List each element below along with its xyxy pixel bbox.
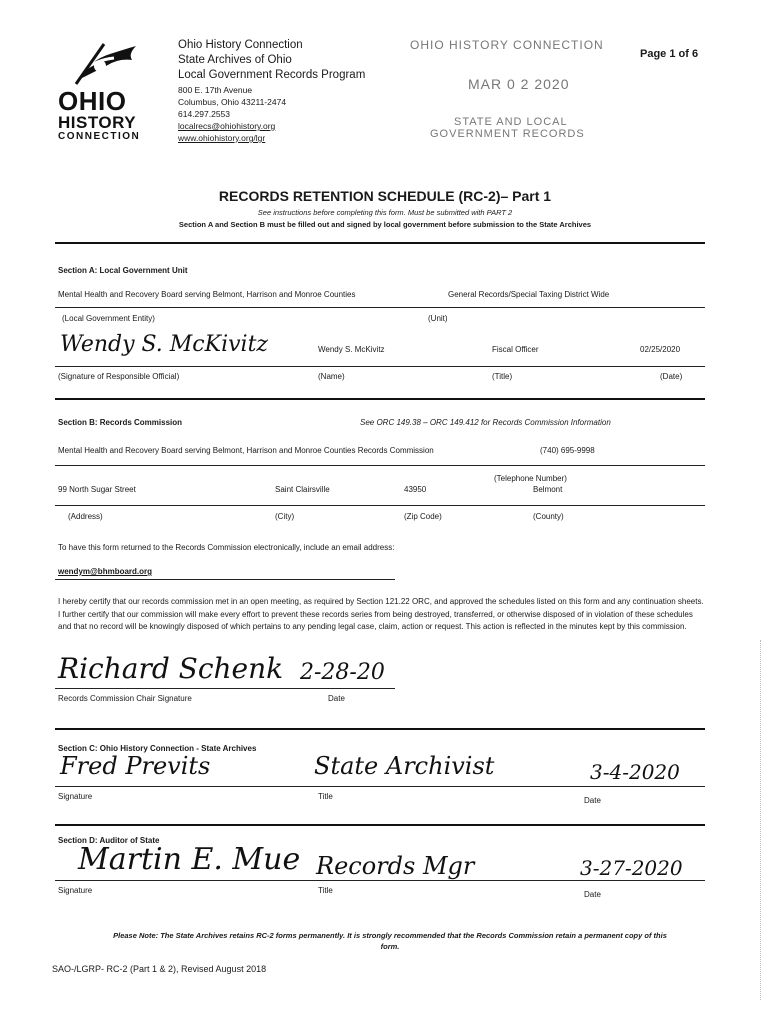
archives-signature-label: Signature	[58, 792, 93, 801]
org-line: State Archives of Ohio	[178, 54, 292, 66]
signature-label: (Signature of Responsible Official)	[58, 372, 180, 381]
name-label: (Name)	[318, 372, 345, 381]
address-line: 614.297.2553	[178, 109, 230, 119]
date-label: (Date)	[660, 372, 683, 381]
website-link[interactable]: www.ohiohistory.org/lgr	[178, 133, 266, 143]
ohio-history-logo	[58, 40, 163, 150]
auditor-date: 3-27-2020	[580, 856, 683, 880]
email-prompt: To have this form returned to the Records Commission electronically, include an email address:	[58, 543, 395, 552]
zip-label: (Zip Code)	[404, 512, 442, 521]
form-requirement: Section A and Section B must be filled out and signed by local government before submission to the State Archives	[178, 220, 592, 229]
chair-date-label: Date	[328, 694, 345, 703]
entity-value: Mental Health and Recovery Board serving Belmont, Harrison and Monroe Counties	[58, 290, 356, 299]
auditor-date-label: Date	[584, 890, 601, 899]
archives-signature: Fred Previts	[60, 752, 211, 780]
email-link[interactable]: localrecs@ohiohistory.org	[178, 121, 276, 131]
archives-date: 3-4-2020	[590, 760, 680, 784]
form-identifier: SAO-/LGRP- RC-2 (Part 1 & 2), Revised August 2018	[52, 964, 267, 974]
auditor-signature-label: Signature	[58, 886, 93, 895]
city-value: Saint Clairsville	[275, 485, 330, 494]
logo-word-history: HISTORY	[58, 113, 137, 132]
stamp-line: GOVERNMENT RECORDS	[430, 128, 585, 140]
title-label: (Title)	[492, 372, 513, 381]
official-name: Wendy S. McKivitz	[318, 345, 385, 354]
org-block	[178, 38, 398, 144]
responsible-official-signature: Wendy S. McKivitz	[60, 332, 269, 357]
official-date: 02/25/2020	[640, 345, 681, 354]
section-b-heading: Section B: Records Commission	[58, 418, 183, 427]
address-line: 800 E. 17th Avenue	[178, 85, 253, 95]
commission-email[interactable]: wendym@bhmboard.org	[58, 567, 153, 576]
phone-label: (Telephone Number)	[494, 474, 567, 483]
unit-value: General Records/Special Taxing District Wide	[448, 290, 610, 299]
stamp-line: OHIO HISTORY CONNECTION	[410, 38, 604, 52]
section-c-heading: Section C: Ohio History Connection - State Archives	[58, 744, 257, 753]
address-line: Columbus, Ohio 43211-2474	[178, 97, 287, 107]
county-label: (County)	[533, 512, 564, 521]
address-value: 99 North Sugar Street	[58, 485, 136, 494]
retention-note: Please Note: The State Archives retains RC-2 forms permanently. It is strongly recommended that the Records Commission retain a permanent copy of this form.	[113, 931, 667, 951]
archives-title: State Archivist	[314, 752, 495, 780]
chair-signature: Richard Schenk	[58, 652, 284, 685]
commission-name: Mental Health and Recovery Board serving Belmont, Harrison and Monroe Counties Records Commission	[58, 446, 434, 455]
city-label: (City)	[275, 512, 295, 521]
certification-text: I hereby certify that our records commission met in an open meeting, as required by Section 121.22 ORC, and approved the schedules listed on this form and any continuation sheets. I further certify that our commission will make every effort to prevent these records series from being destroyed, transferred, or otherwise disposed of in violation of these schedules and that no record will be knowingly disposed of which pertains to any pending legal case, claim, action or request. This action is reflected in the minutes kept by this commission.	[58, 597, 704, 631]
form-title: RECORDS RETENTION SCHEDULE (RC-2)– Part 1	[218, 188, 552, 204]
section-d-heading: Section D: Auditor of State	[58, 836, 160, 845]
zip-value: 43950	[404, 485, 427, 494]
section-a-heading: Section A: Local Government Unit	[58, 266, 188, 275]
official-title: Fiscal Officer	[492, 345, 539, 354]
received-stamp	[410, 38, 620, 140]
org-line: Ohio History Connection	[178, 39, 303, 51]
logo-word-ohio: OHIO	[58, 86, 127, 116]
commission-phone: (740) 695-9998	[540, 446, 595, 455]
unit-label: (Unit)	[428, 314, 448, 323]
address-label: (Address)	[68, 512, 103, 521]
chair-signature-date: 2-28-20	[300, 660, 385, 685]
entity-label: (Local Government Entity)	[62, 314, 155, 323]
auditor-title-label: Title	[318, 886, 333, 895]
archives-date-label: Date	[584, 796, 601, 805]
auditor-signature: Martin E. Mue	[78, 842, 301, 877]
logo-word-connection: CONNECTION	[58, 131, 141, 142]
auditor-title: Records Mgr	[316, 852, 475, 880]
county-value: Belmont	[533, 485, 563, 494]
stamp-date: MAR 0 2 2020	[468, 76, 570, 92]
flag-icon	[70, 40, 140, 86]
archives-title-label: Title	[318, 792, 333, 801]
form-instructions: See instructions before completing this form. Must be submitted with PART 2	[257, 208, 513, 217]
org-line: Local Government Records Program	[178, 69, 366, 81]
stamp-line: STATE AND LOCAL	[454, 116, 568, 128]
page-number: Page 1 of 6	[640, 48, 699, 60]
chair-signature-label: Records Commission Chair Signature	[58, 694, 192, 703]
orc-note: See ORC 149.38 – ORC 149.412 for Records Commission Information	[360, 418, 611, 427]
